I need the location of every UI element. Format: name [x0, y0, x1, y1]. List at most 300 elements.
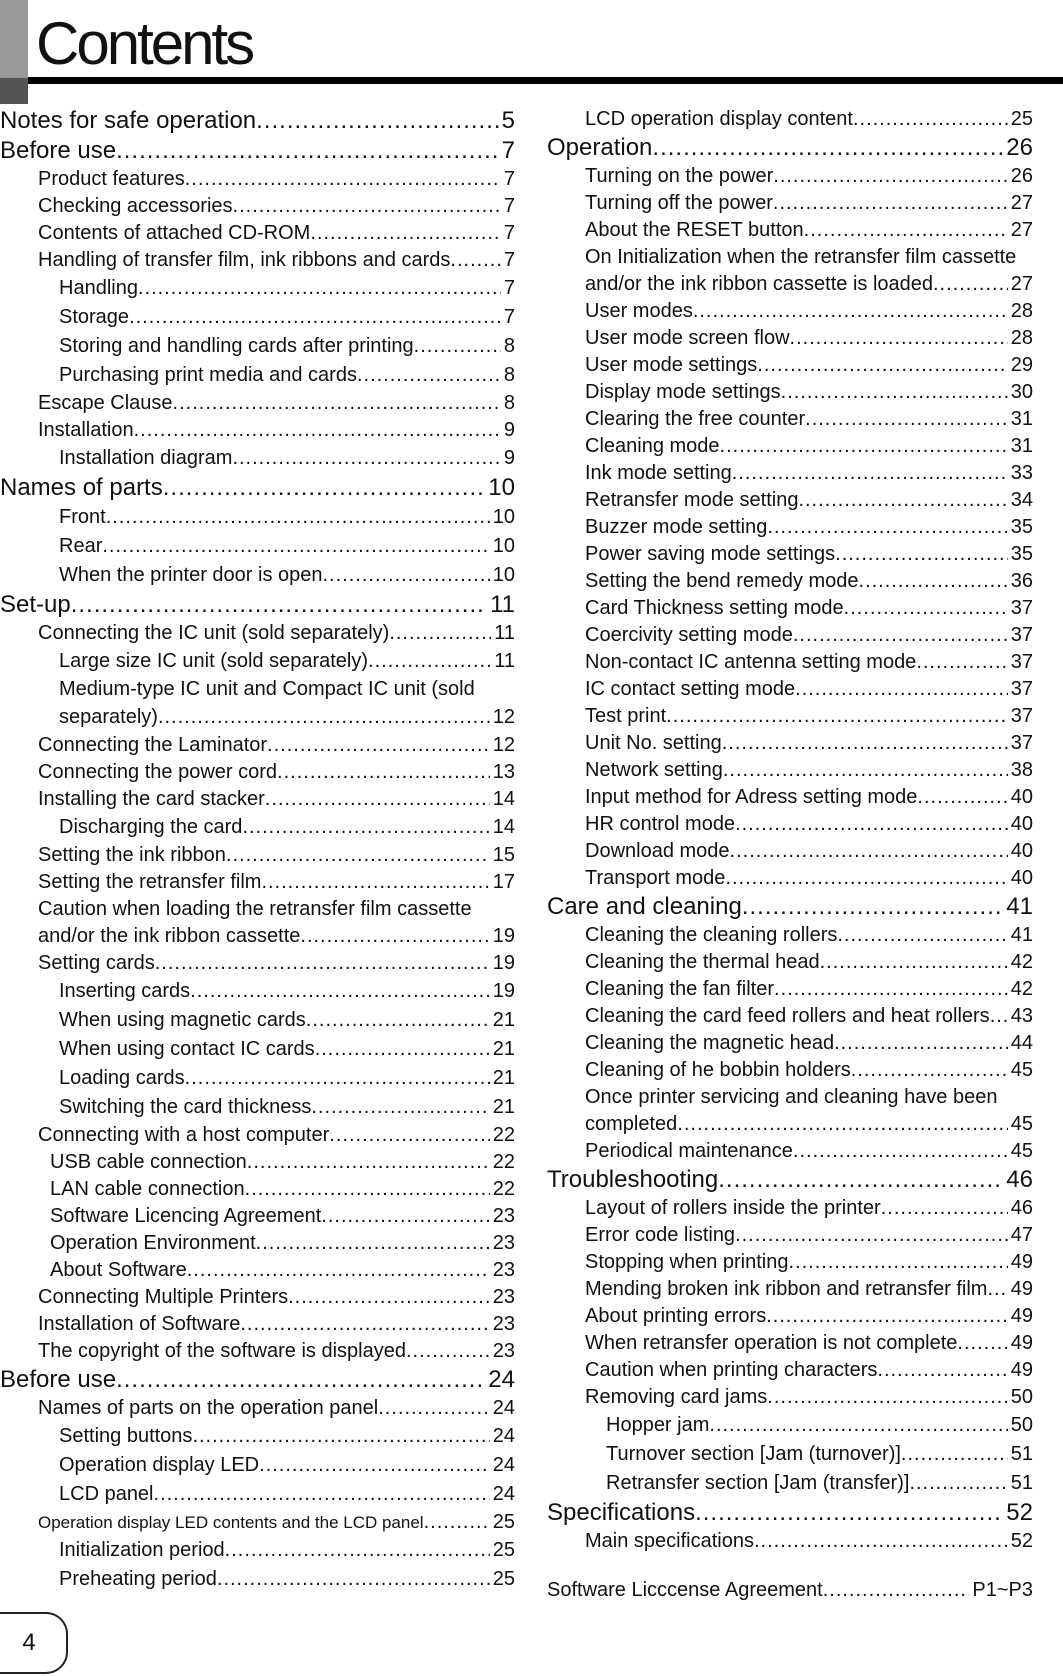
toc-entry-line[interactable]: Medium-type IC unit and Compact IC unit (sold [59, 678, 475, 700]
toc-entry-title: Stopping when printing [585, 1251, 789, 1273]
toc-entry-title: IC contact setting mode [585, 678, 796, 700]
toc-entry-page: 40 [1010, 786, 1033, 808]
toc-entry-page: 25 [492, 1539, 515, 1561]
toc-entry-title: Cleaning the thermal head [585, 951, 820, 973]
toc-entry-page: 7 [503, 168, 515, 190]
toc-entry[interactable] [547, 811, 1033, 838]
toc-entry-page: 24 [492, 1425, 515, 1447]
toc-entry-page: 10 [488, 474, 515, 501]
toc-entry-page: 49 [1010, 1305, 1033, 1327]
toc-entry-page: 47 [1010, 1224, 1033, 1246]
toc-entry-title: Input method for Adress setting mode [585, 786, 918, 808]
toc-entry-page: 29 [1010, 354, 1033, 376]
toc-entry[interactable] [0, 977, 515, 1006]
toc-section[interactable] [547, 892, 1033, 922]
dot-leader [723, 757, 1008, 784]
dot-leader [106, 503, 490, 532]
toc-entry[interactable] [547, 190, 1033, 217]
toc-section[interactable] [0, 136, 515, 166]
toc-entry-title: Mending broken ink ribbon and retransfer film [585, 1278, 988, 1300]
dot-leader [233, 193, 501, 220]
toc-entry-page: 19 [492, 925, 515, 947]
toc-entry-page: 41 [1006, 893, 1033, 920]
dot-leader [735, 811, 1008, 838]
dot-leader [300, 923, 489, 950]
dot-leader [265, 786, 490, 813]
dot-leader [389, 620, 491, 647]
toc-entry-title: LCD panel [59, 1483, 154, 1505]
toc-entry-page: 7 [503, 195, 515, 217]
toc-entry-title: Checking accessories [38, 195, 233, 217]
toc-entry[interactable] [547, 1276, 1033, 1303]
dot-leader [329, 1122, 489, 1149]
dot-leader [767, 514, 1007, 541]
dot-leader [834, 1030, 1008, 1057]
toc-entry[interactable] [547, 379, 1033, 406]
toc-entry-page: 23 [492, 1205, 515, 1227]
dot-leader [917, 784, 1007, 811]
dot-leader [154, 1480, 490, 1509]
toc-entry-title: Setting cards [38, 952, 155, 974]
toc-entry-title: Cleaning the card feed rollers and heat rollers [585, 1005, 990, 1027]
toc-left-column [0, 106, 515, 1594]
toc-entry-page: 46 [1010, 1197, 1033, 1219]
toc-entry-page: 8 [503, 392, 515, 414]
toc-entry[interactable] [0, 1064, 515, 1093]
toc-entry[interactable] [547, 949, 1033, 976]
toc-entry-title: Turnover section [Jam (turnover)] [606, 1443, 901, 1465]
toc-entry-title: About the RESET button [585, 219, 804, 241]
toc-entry-page: 46 [1006, 1166, 1033, 1193]
toc-entry-page: 7 [503, 306, 515, 328]
toc-entry[interactable] [0, 1395, 515, 1422]
toc-entry-title: When using contact IC cards [59, 1038, 315, 1060]
toc-entry-page: 50 [1010, 1386, 1033, 1408]
header-accent-block [0, 78, 28, 104]
dot-leader [116, 136, 499, 166]
toc-entry[interactable] [0, 759, 515, 786]
toc-entry-line[interactable]: On Initialization when the retransfer film cassette [585, 246, 1017, 268]
toc-entry[interactable] [0, 503, 515, 532]
toc-entry[interactable] [547, 1384, 1033, 1411]
toc-entry[interactable] [547, 352, 1033, 379]
toc-entry[interactable] [0, 303, 515, 332]
toc-entry-title: Setting buttons [59, 1425, 193, 1447]
toc-entry[interactable] [0, 332, 515, 361]
dot-leader [730, 838, 1008, 865]
toc-entry-page: 12 [492, 706, 515, 728]
toc-entry[interactable] [547, 325, 1033, 352]
toc-entry[interactable] [547, 217, 1033, 244]
dot-leader [793, 622, 1008, 649]
toc-entry[interactable] [547, 163, 1033, 190]
toc-entry[interactable] [0, 1536, 515, 1565]
dot-leader [277, 759, 490, 786]
toc-entry[interactable] [0, 166, 515, 193]
toc-entry-page: 27 [1010, 192, 1033, 214]
dot-leader [774, 976, 1008, 1003]
toc-entry-title: Handling of transfer film, ink ribbons and cards [38, 249, 451, 271]
toc-entry-title: Test print [585, 705, 667, 727]
toc-entry[interactable] [547, 649, 1033, 676]
title-rule [28, 77, 1063, 84]
toc-entry[interactable] [547, 568, 1033, 595]
toc-entry-page: 7 [503, 249, 515, 271]
toc-section[interactable] [547, 1498, 1033, 1528]
toc-entry[interactable] [547, 1111, 1033, 1138]
dot-leader [987, 1276, 1007, 1303]
toc-entry-page: 23 [492, 1313, 515, 1335]
toc-entry[interactable] [0, 869, 515, 896]
toc-entry[interactable] [0, 193, 515, 220]
toc-entry[interactable] [0, 561, 515, 590]
toc-entry-title: Retransfer mode setting [585, 489, 799, 511]
toc-entry-title: Card Thickness setting mode [585, 597, 844, 619]
toc-entry-page: 49 [1010, 1278, 1033, 1300]
toc-entry-page: 37 [1010, 732, 1033, 754]
dot-leader [804, 217, 1008, 244]
toc-entry-title: Setting the ink ribbon [38, 844, 226, 866]
toc-entry-page: 27 [1010, 219, 1033, 241]
dot-leader [773, 163, 1007, 190]
toc-entry[interactable] [547, 433, 1033, 460]
toc-entry-title: Operation Environment [50, 1232, 256, 1254]
toc-section[interactable] [0, 1365, 515, 1395]
toc-entry-title: LAN cable connection [50, 1178, 245, 1200]
toc-entry-page: 31 [1010, 408, 1033, 430]
toc-entry[interactable] [0, 1230, 515, 1257]
toc-entry-title: Escape Clause [38, 392, 173, 414]
toc-entry[interactable] [0, 417, 515, 444]
toc-entry[interactable] [547, 922, 1033, 949]
toc-entry-title: Installing the card stacker [38, 788, 265, 810]
toc-entry-page: 26 [1006, 134, 1033, 161]
toc-entry[interactable] [0, 390, 515, 417]
toc-entry[interactable] [547, 595, 1033, 622]
toc-entry[interactable] [547, 1411, 1033, 1440]
toc-entry-title: Connecting Multiple Printers [38, 1286, 289, 1308]
toc-entry-page: 30 [1010, 381, 1033, 403]
toc-entry-page: 34 [1010, 489, 1033, 511]
dot-leader [267, 732, 490, 759]
dot-leader [877, 1357, 1007, 1384]
toc-entry-page: 49 [1010, 1332, 1033, 1354]
toc-section[interactable] [547, 133, 1033, 163]
toc-entry[interactable] [547, 1030, 1033, 1057]
toc-entry-page: 37 [1010, 651, 1033, 673]
dot-leader [718, 1165, 1003, 1195]
toc-entry-page: 52 [1010, 1530, 1033, 1552]
toc-entry[interactable] [0, 1565, 515, 1594]
toc-entry-title: When using magnetic cards [59, 1009, 306, 1031]
dot-leader [414, 332, 501, 361]
dot-leader [793, 1138, 1008, 1165]
dot-leader [773, 190, 1008, 217]
toc-entry-title: Removing card jams [585, 1386, 768, 1408]
toc-entry[interactable] [547, 1003, 1033, 1030]
toc-entry[interactable] [0, 1422, 515, 1451]
toc-entry-page: 49 [1010, 1251, 1033, 1273]
toc-entry[interactable] [547, 1357, 1033, 1384]
toc-entry[interactable] [0, 220, 515, 247]
toc-entry-title: Cleaning of he bobbin holders [585, 1059, 851, 1081]
toc-entry-page: 35 [1010, 516, 1033, 538]
toc-entry-page: 11 [494, 650, 515, 672]
toc-entry-page: 24 [488, 1366, 515, 1393]
toc-entry-page: 37 [1010, 705, 1033, 727]
toc-entry-page: 25 [492, 1511, 515, 1533]
toc-entry-title: Operation [547, 134, 653, 161]
toc-entry-title: Power saving mode settings [585, 543, 836, 565]
toc-entry-page: 23 [492, 1232, 515, 1254]
toc-entry-page: 10 [492, 564, 515, 586]
dot-leader [323, 561, 490, 590]
dot-leader [158, 703, 490, 732]
toc-entry[interactable] [547, 865, 1033, 892]
toc-entry[interactable] [547, 757, 1033, 784]
toc-entry-title: When the printer door is open [59, 564, 323, 586]
toc-entry-title: Purchasing print media and cards [59, 364, 357, 386]
toc-entry-title: Before use [0, 137, 117, 164]
toc-section[interactable] [0, 473, 515, 503]
dot-leader [881, 1195, 1008, 1222]
toc-entry[interactable] [0, 1093, 515, 1122]
toc-entry[interactable] [0, 732, 515, 759]
dot-leader [306, 1006, 490, 1035]
toc-entry[interactable] [547, 514, 1033, 541]
dot-leader [71, 590, 487, 620]
toc-entry-title: Rear [59, 535, 103, 557]
toc-entry[interactable] [547, 1577, 1033, 1604]
dot-leader [242, 813, 489, 842]
dot-leader [102, 532, 489, 561]
toc-entry[interactable] [0, 274, 515, 303]
dot-leader [190, 977, 490, 1006]
toc-entry[interactable] [0, 813, 515, 842]
dot-leader [695, 1498, 1003, 1528]
toc-entry[interactable] [547, 1440, 1033, 1469]
toc-entry-page: 49 [1010, 1359, 1033, 1381]
toc-entry[interactable] [0, 620, 515, 647]
toc-entry[interactable] [0, 532, 515, 561]
toc-entry-title: Connecting the power cord [38, 761, 278, 783]
toc-right-column [547, 106, 1033, 1604]
toc-entry[interactable] [0, 361, 515, 390]
toc-entry-line[interactable]: Caution when loading the retransfer film cassette [38, 898, 472, 920]
toc-entry-page: 21 [492, 1038, 515, 1060]
toc-entry[interactable] [0, 1176, 515, 1203]
dot-leader [916, 649, 1007, 676]
toc-entry-title: Display mode settings [585, 381, 781, 403]
toc-entry-title: Loading cards [59, 1067, 185, 1089]
dot-leader [185, 166, 501, 193]
toc-entry[interactable] [547, 1222, 1033, 1249]
toc-entry[interactable] [547, 541, 1033, 568]
dot-leader [134, 417, 501, 444]
toc-entry-page: 24 [492, 1397, 515, 1419]
toc-entry[interactable] [547, 784, 1033, 811]
toc-entry[interactable] [0, 1203, 515, 1230]
toc-entry-title: and/or the ink ribbon cassette is loaded [585, 273, 933, 295]
toc-entry-page: 19 [492, 980, 515, 1002]
dot-leader [187, 1257, 490, 1284]
toc-section[interactable] [0, 590, 515, 620]
toc-entry-page: 5 [501, 107, 515, 134]
toc-entry[interactable] [0, 1149, 515, 1176]
toc-entry-title: Notes for safe operation [0, 107, 257, 134]
toc-entry-title: Installation diagram [59, 447, 233, 469]
toc-entry[interactable] [547, 1469, 1033, 1498]
dot-leader [226, 842, 490, 869]
toc-entry[interactable] [0, 1257, 515, 1284]
dot-leader [256, 1230, 490, 1257]
toc-entry[interactable] [0, 647, 515, 676]
toc-entry-page: 19 [492, 952, 515, 974]
dot-leader [742, 892, 1003, 922]
dot-leader [173, 390, 501, 417]
toc-entry-page: 17 [492, 871, 515, 893]
toc-entry[interactable] [0, 1311, 515, 1338]
dot-leader [311, 1093, 489, 1122]
toc-entry[interactable] [0, 1451, 515, 1480]
toc-entry-page: 24 [492, 1454, 515, 1476]
toc-entry-title: Front [59, 506, 106, 528]
dot-leader [844, 595, 1008, 622]
page-title: Contents [36, 10, 253, 77]
toc-entry-title: Unit No. setting [585, 732, 722, 754]
toc-entry[interactable] [0, 786, 515, 813]
toc-entry-page: 38 [1010, 759, 1033, 781]
toc-entry[interactable] [0, 1509, 515, 1536]
dot-leader [450, 247, 500, 274]
toc-entry-page: 9 [503, 419, 515, 441]
toc-entry-title: Before use [0, 1366, 117, 1393]
toc-entry-title: Installation [38, 419, 134, 441]
toc-entry-title: Error code listing [585, 1224, 736, 1246]
toc-entry[interactable] [547, 298, 1033, 325]
toc-entry[interactable] [0, 950, 515, 977]
toc-entry[interactable] [0, 1006, 515, 1035]
page-number-badge [0, 1612, 68, 1674]
toc-entry[interactable] [547, 622, 1033, 649]
toc-entry[interactable] [547, 676, 1033, 703]
toc-entry-line[interactable]: Once printer servicing and cleaning have been [585, 1086, 998, 1108]
toc-entry[interactable] [547, 703, 1033, 730]
toc-entry[interactable] [547, 976, 1033, 1003]
dot-leader [735, 1222, 1008, 1249]
toc-entry-title: Names of parts [0, 474, 163, 501]
toc-entry-page: 23 [492, 1259, 515, 1281]
dot-leader [990, 1003, 1008, 1030]
toc-entry-page: 28 [1010, 300, 1033, 322]
toc-entry-title: Periodical maintenance [585, 1140, 793, 1162]
toc-entry[interactable] [0, 444, 515, 473]
dot-leader [247, 1149, 490, 1176]
toc-entry[interactable] [0, 1284, 515, 1311]
dot-leader [823, 1577, 970, 1604]
toc-entry[interactable] [547, 406, 1033, 433]
toc-entry[interactable] [547, 271, 1033, 298]
toc-entry-title: About printing errors [585, 1305, 767, 1327]
toc-entry[interactable] [547, 730, 1033, 757]
toc-entry-title: Specifications [547, 1499, 696, 1526]
toc-entry[interactable] [547, 1138, 1033, 1165]
toc-entry-title: Installation of Software [38, 1313, 241, 1335]
toc-entry[interactable] [0, 1338, 515, 1365]
toc-entry-page: 40 [1010, 813, 1033, 835]
toc-entry[interactable] [0, 1480, 515, 1509]
toc-entry-page: 9 [503, 447, 515, 469]
toc-entry-title: Names of parts on the operation panel [38, 1397, 379, 1419]
toc-entry[interactable] [547, 1528, 1033, 1555]
toc-entry-title: Discharging the card [59, 816, 243, 838]
toc-entry-title: Main specifications [585, 1530, 754, 1552]
toc-entry[interactable] [547, 1057, 1033, 1084]
dot-leader [406, 1338, 490, 1365]
dot-leader [781, 379, 1008, 406]
toc-entry-page: 31 [1010, 435, 1033, 457]
toc-entry-page: 43 [1010, 1005, 1033, 1027]
toc-entry-page: 23 [492, 1286, 515, 1308]
toc-entry-title: Clearing the free counter [585, 408, 806, 430]
toc-entry-title: Cleaning mode [585, 435, 720, 457]
toc-entry-title: separately) [59, 706, 158, 728]
dot-leader [754, 1528, 1008, 1555]
toc-entry-page: 11 [490, 591, 515, 618]
toc-entry-title: Software Licccense Agreement [547, 1579, 823, 1601]
toc-entry-page: 14 [492, 816, 515, 838]
toc-entry-page: 7 [503, 277, 515, 299]
toc-entry-page: 22 [492, 1151, 515, 1173]
dot-leader [709, 1411, 1007, 1440]
toc-entry-title: completed [585, 1113, 678, 1135]
toc-entry-title: Connecting with a host computer [38, 1124, 330, 1146]
toc-entry-title: When retransfer operation is not complete [585, 1332, 958, 1354]
toc-entry[interactable] [547, 460, 1033, 487]
toc-entry[interactable] [0, 923, 515, 950]
toc-entry-page: 36 [1010, 570, 1033, 592]
toc-entry-page: 7 [503, 222, 515, 244]
dot-leader [225, 1536, 490, 1565]
toc-entry-page: 51 [1010, 1443, 1033, 1465]
toc-entry-title: Retransfer section [Jam (transfer)] [606, 1472, 910, 1494]
toc-entry[interactable] [547, 1303, 1033, 1330]
toc-entry-title: Handling [59, 277, 138, 299]
toc-entry[interactable] [0, 247, 515, 274]
toc-entry[interactable] [547, 1195, 1033, 1222]
toc-entry[interactable] [547, 838, 1033, 865]
dot-leader [666, 703, 1008, 730]
toc-entry-title: About Software [50, 1259, 187, 1281]
toc-entry[interactable] [0, 1035, 515, 1064]
toc-entry[interactable] [547, 106, 1033, 133]
dot-leader [677, 1111, 1007, 1138]
toc-entry[interactable] [0, 703, 515, 732]
toc-entry-title: Troubleshooting [547, 1166, 719, 1193]
toc-entry-title: Network setting [585, 759, 723, 781]
toc-entry[interactable] [0, 842, 515, 869]
dot-leader [256, 106, 498, 136]
toc-entry-page: 40 [1010, 867, 1033, 889]
toc-entry[interactable] [547, 1249, 1033, 1276]
toc-entry[interactable] [547, 487, 1033, 514]
toc-entry-title: Storage [59, 306, 130, 328]
toc-entry-page: 15 [492, 844, 515, 866]
toc-section[interactable] [0, 106, 515, 136]
toc-section[interactable] [547, 1165, 1033, 1195]
toc-entry[interactable] [0, 1122, 515, 1149]
toc-entry[interactable] [547, 1330, 1033, 1357]
